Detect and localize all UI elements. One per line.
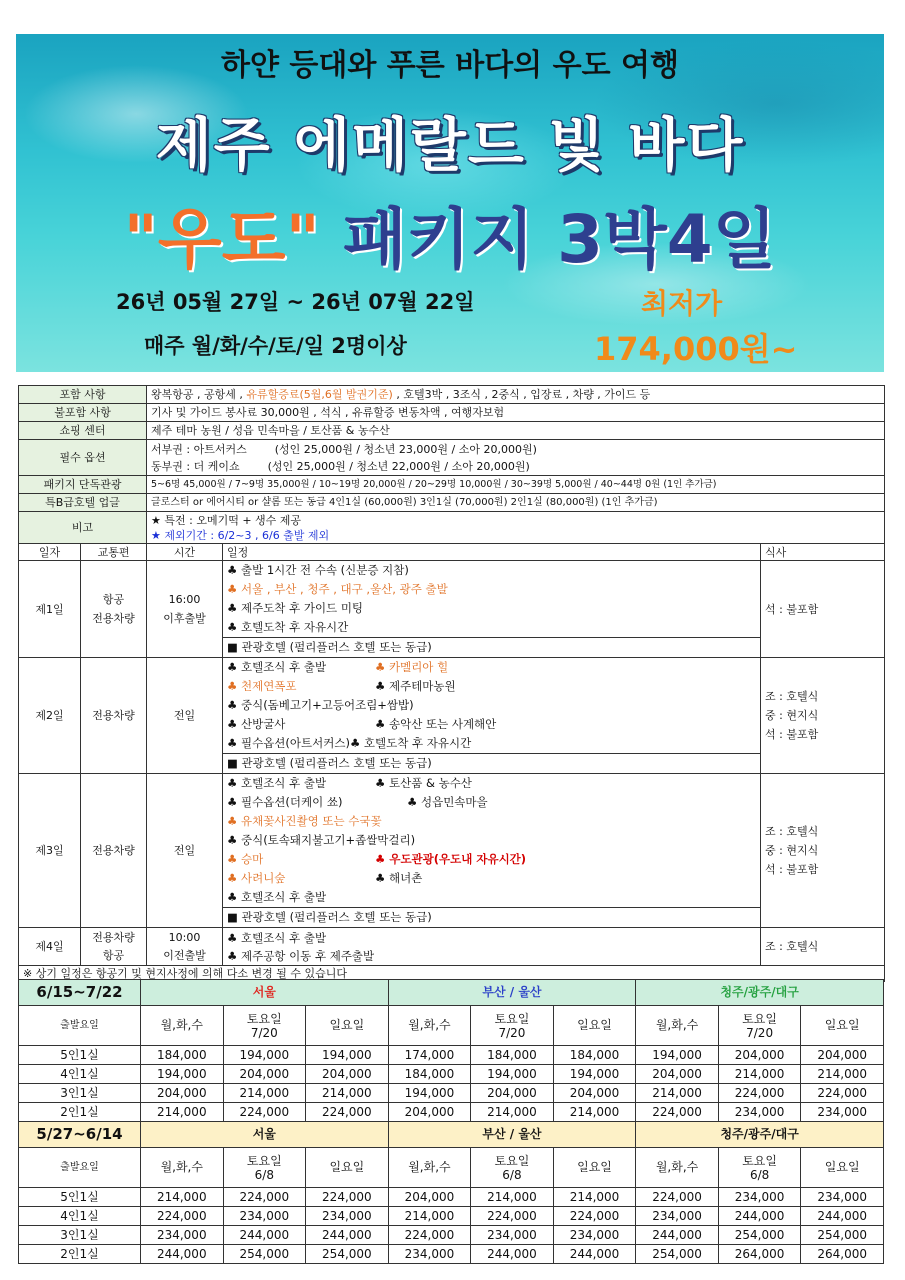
price-cell: 234,000 <box>306 1207 389 1226</box>
exclude-value: 기사 및 가이드 봉사료 30,000원 , 석식 , 유류할증 변동차액 , 여행자보험 <box>147 404 885 422</box>
option-label: 필수 옵션 <box>19 440 147 476</box>
period2-header <box>19 1122 884 1148</box>
price-cell: 184,000 <box>388 1065 471 1084</box>
price-cell: 244,000 <box>306 1226 389 1245</box>
price-row <box>19 1065 884 1084</box>
day1-transport <box>81 561 147 658</box>
period1-days <box>19 1006 884 1046</box>
day-saturday-label: 토요일 <box>742 1153 777 1168</box>
day1-item: ♣ 서울 , 부산 , 청주 , 대구 ,울산, 광주 출발 <box>227 582 448 596</box>
schedule-header <box>19 544 885 561</box>
day4-transport <box>81 928 147 966</box>
room-type: 3인1실 <box>19 1084 141 1103</box>
option-value <box>147 440 885 476</box>
day3-item: ♣ 해녀촌 <box>375 871 423 885</box>
price-cell: 204,000 <box>636 1065 719 1084</box>
price-cell: 234,000 <box>553 1226 636 1245</box>
price-cell: 224,000 <box>471 1207 554 1226</box>
city-cheongju-gwangju-daegu: 청주/광주/대구 <box>636 1122 884 1148</box>
price-cell: 264,000 <box>801 1245 884 1264</box>
day3-hotel: ■ 관광호텔 (펄리플러스 호텔 또는 동급) <box>223 907 760 927</box>
banner-package: 패키지 3박4일 <box>319 201 777 278</box>
city-busan-ulsan: 부산 / 울산 <box>388 1122 636 1148</box>
price-cell: 184,000 <box>553 1046 636 1065</box>
day3-transport: 전용차량 <box>81 774 147 928</box>
day1-hotel: ■ 관광호텔 (펄리플러스 호텔 또는 동급) <box>223 637 760 657</box>
price-cell: 234,000 <box>718 1188 801 1207</box>
day2-time: 전일 <box>147 658 223 774</box>
day3-meal-lunch: 중 : 현지식 <box>765 844 819 857</box>
day3-row <box>19 774 885 928</box>
period1-rows <box>19 1046 884 1122</box>
header-meal: 식사 <box>761 544 885 561</box>
day-saturday-date: 7/20 <box>746 1025 774 1040</box>
price-row <box>19 1226 884 1245</box>
day1-time <box>147 561 223 658</box>
day-weekday: 월,화,수 <box>388 1006 471 1046</box>
day-weekday: 월,화,수 <box>141 1148 224 1188</box>
day2-item: ♣ 호텔도착 후 자유시간 <box>349 736 472 750</box>
day-saturday-label: 토요일 <box>494 1153 530 1168</box>
day-saturday-date: 6/8 <box>502 1167 522 1182</box>
price-cell: 204,000 <box>388 1188 471 1207</box>
price-cell: 244,000 <box>801 1207 884 1226</box>
day-sunday: 일요일 <box>306 1006 389 1046</box>
header-day: 일자 <box>19 544 81 561</box>
note-exclusion: ★ 제외기간 : 6/2~3 , 6/6 출발 제외 <box>151 528 330 542</box>
day2-meal <box>761 658 885 774</box>
day1-row <box>19 561 885 658</box>
day3-item: ♣ 중식(토속돼지불고기+좁쌀막걸리) <box>227 833 416 847</box>
day-weekday: 월,화,수 <box>141 1006 224 1046</box>
price-cell: 224,000 <box>306 1188 389 1207</box>
day2-meal-lunch: 중 : 현지식 <box>765 709 819 722</box>
day1-trans-air: 항공 <box>102 593 125 606</box>
price-cell: 214,000 <box>553 1103 636 1122</box>
day1-item: ♣ 출발 1시간 전 수속 (신분증 지참) <box>227 563 409 577</box>
price-cell: 224,000 <box>223 1188 306 1207</box>
day2-line <box>227 658 756 677</box>
price-cell: 194,000 <box>388 1084 471 1103</box>
day-sunday: 일요일 <box>306 1148 389 1188</box>
room-type: 3인1실 <box>19 1226 141 1245</box>
day-saturday <box>718 1006 801 1046</box>
price-cell: 244,000 <box>223 1226 306 1245</box>
price-row <box>19 1046 884 1065</box>
day-weekday: 월,화,수 <box>636 1148 719 1188</box>
day4-row <box>19 928 885 966</box>
price-cell: 254,000 <box>223 1245 306 1264</box>
day2-meal-breakfast: 조 : 호텔식 <box>765 690 819 703</box>
room-type: 4인1실 <box>19 1065 141 1084</box>
room-type: 4인1실 <box>19 1207 141 1226</box>
day4-itinerary <box>223 928 761 966</box>
note-value <box>147 512 885 544</box>
day-saturday <box>471 1148 554 1188</box>
day3-line <box>227 793 756 812</box>
price-cell: 244,000 <box>471 1245 554 1264</box>
day3-item: ♣ 필수옵션(더케이 쑈) <box>227 795 343 809</box>
day3-item: ♣ 호텔조식 후 출발 <box>227 776 327 790</box>
price-cell: 214,000 <box>388 1207 471 1226</box>
price-cell: 224,000 <box>223 1103 306 1122</box>
day2-item: ♣ 중식(돔베고기+고등어조림+쌈밥) <box>227 698 414 712</box>
price-cell: 224,000 <box>141 1207 224 1226</box>
price-cell: 204,000 <box>223 1065 306 1084</box>
day-saturday-label: 토요일 <box>494 1011 530 1026</box>
period2-days <box>19 1148 884 1188</box>
day2-item: ♣ 송악산 또는 사계해안 <box>375 717 497 731</box>
price-row <box>19 1084 884 1103</box>
banner-udo: "우도" <box>123 201 320 278</box>
day-sunday: 일요일 <box>553 1148 636 1188</box>
day3-label: 제3일 <box>19 774 81 928</box>
price-cell: 224,000 <box>553 1207 636 1226</box>
price-cell: 204,000 <box>553 1084 636 1103</box>
departure-day-label: 출발요일 <box>19 1006 141 1046</box>
exclude-label: 불포함 사항 <box>19 404 147 422</box>
price-cell: 224,000 <box>388 1226 471 1245</box>
day3-meal-dinner: 석 : 불포함 <box>765 863 819 876</box>
price-cell: 214,000 <box>223 1084 306 1103</box>
header-transport: 교통편 <box>81 544 147 561</box>
price-table <box>18 979 884 1264</box>
day2-item: ♣ 천제연폭포 <box>227 679 297 693</box>
price-cell: 254,000 <box>718 1226 801 1245</box>
price-row <box>19 1207 884 1226</box>
day3-meal-breakfast: 조 : 호텔식 <box>765 825 819 838</box>
upgrade-label: 특B급호텔 업글 <box>19 494 147 512</box>
city-seoul: 서울 <box>141 980 389 1006</box>
day1-item: ♣ 호텔도착 후 자유시간 <box>227 620 349 634</box>
price-cell: 224,000 <box>718 1084 801 1103</box>
day2-item: ♣ 산방굴사 <box>227 717 286 731</box>
shop-label: 쇼핑 센터 <box>19 422 147 440</box>
day2-meal-dinner: 석 : 불포함 <box>765 728 819 741</box>
price-cell: 244,000 <box>718 1207 801 1226</box>
price-cell: 214,000 <box>141 1103 224 1122</box>
period1-header <box>19 980 884 1006</box>
day3-itinerary <box>223 774 761 928</box>
price-cell: 234,000 <box>636 1207 719 1226</box>
day-saturday <box>223 1148 306 1188</box>
upgrade-row <box>19 494 885 512</box>
day2-line <box>227 715 756 734</box>
room-type: 2인1실 <box>19 1103 141 1122</box>
price-cell: 174,000 <box>388 1046 471 1065</box>
room-type: 2인1실 <box>19 1245 141 1264</box>
price-cell: 244,000 <box>553 1245 636 1264</box>
day-saturday-label: 토요일 <box>246 1011 282 1026</box>
price-cell: 214,000 <box>718 1065 801 1084</box>
price-cell: 214,000 <box>471 1103 554 1122</box>
day3-item: ♣ 호텔조식 후 출발 <box>227 890 327 904</box>
price-cell: 214,000 <box>636 1084 719 1103</box>
price-cell: 224,000 <box>801 1084 884 1103</box>
day2-row <box>19 658 885 774</box>
day-saturday-date: 6/8 <box>254 1167 274 1182</box>
day4-time-note: 이전출발 <box>163 948 206 962</box>
day3-item: ♣ 성읍민속마을 <box>407 795 488 809</box>
day2-transport: 전용차량 <box>81 658 147 774</box>
price-cell: 224,000 <box>636 1188 719 1207</box>
footnote: ※ 상기 일정은 항공기 및 현지사정에 의해 다소 변경 될 수 있습니다 <box>19 966 885 982</box>
price-cell: 224,000 <box>306 1103 389 1122</box>
day2-item: ♣ 카멜리아 힐 <box>375 660 449 674</box>
note-row <box>19 512 885 544</box>
day-sunday: 일요일 <box>553 1006 636 1046</box>
day2-line <box>227 677 756 696</box>
price-cell: 234,000 <box>718 1103 801 1122</box>
include-label: 포함 사항 <box>19 386 147 404</box>
period2-label: 5/27~6/14 <box>19 1122 141 1148</box>
option-row <box>19 440 885 476</box>
banner-price: 174,000원~ <box>594 330 798 368</box>
day2-line <box>227 734 756 753</box>
day3-line <box>227 774 756 793</box>
price-cell: 254,000 <box>636 1245 719 1264</box>
solo-label: 패키지 단독관광 <box>19 476 147 494</box>
day-saturday-date: 6/8 <box>749 1167 770 1182</box>
include-row <box>19 386 885 404</box>
day1-time-note: 이후출발 <box>163 612 206 625</box>
day2-item: ♣ 필수옵션(아트서커스) <box>227 736 350 750</box>
day2-item: ♣ 호텔조식 후 출발 <box>227 660 327 674</box>
day-saturday <box>223 1006 306 1046</box>
solo-row <box>19 476 885 494</box>
day2-itinerary <box>223 658 761 774</box>
price-cell: 204,000 <box>306 1065 389 1084</box>
city-seoul: 서울 <box>141 1122 389 1148</box>
day4-trans-air: 항공 <box>102 948 125 962</box>
day-weekday: 월,화,수 <box>636 1006 719 1046</box>
day4-label: 제4일 <box>19 928 81 966</box>
shop-value: 제주 테마 농원 / 성읍 민속마을 / 토산품 & 농수산 <box>147 422 885 440</box>
room-type: 5인1실 <box>19 1046 141 1065</box>
price-cell: 254,000 <box>306 1245 389 1264</box>
price-cell: 234,000 <box>141 1226 224 1245</box>
period2-rows <box>19 1188 884 1264</box>
day4-item: ♣ 호텔조식 후 출발 <box>227 930 327 945</box>
day3-meal <box>761 774 885 928</box>
price-cell: 234,000 <box>801 1103 884 1122</box>
banner-subtitle: 하얀 등대와 푸른 바다의 우도 여행 <box>221 48 679 83</box>
price-cell: 204,000 <box>801 1046 884 1065</box>
shop-row <box>19 422 885 440</box>
price-cell: 184,000 <box>141 1046 224 1065</box>
period1-label: 6/15~7/22 <box>19 980 141 1006</box>
day4-trans-bus: 전용차량 <box>92 930 135 944</box>
room-type: 5인1실 <box>19 1188 141 1207</box>
price-row <box>19 1188 884 1207</box>
day-saturday <box>718 1148 801 1188</box>
day4-item: ♣ 제주공항 이동 후 제주출발 <box>227 948 375 963</box>
price-cell: 184,000 <box>471 1046 554 1065</box>
day-saturday-date: 7/20 <box>498 1025 526 1040</box>
banner-dates: 26년 05월 27일 ~ 26년 07월 22일 <box>116 290 475 314</box>
price-row <box>19 1245 884 1264</box>
include-value <box>147 386 885 404</box>
day-saturday-label: 토요일 <box>246 1153 282 1168</box>
price-cell: 194,000 <box>141 1065 224 1084</box>
price-cell: 244,000 <box>636 1226 719 1245</box>
day1-label: 제1일 <box>19 561 81 658</box>
price-cell: 214,000 <box>801 1065 884 1084</box>
price-cell: 214,000 <box>553 1188 636 1207</box>
price-cell: 214,000 <box>471 1188 554 1207</box>
day2-item: ♣ 제주테마농원 <box>375 679 456 693</box>
day3-item: ♣ 승마 <box>227 852 264 866</box>
upgrade-value: 글로스터 or 에어시티 or 샬롬 또는 동급 4인1실 (60,000원) 3인1실 (70,000원) 2인1실 (80,000원) (1인 추가금) <box>147 494 885 512</box>
day2-label: 제2일 <box>19 658 81 774</box>
price-cell: 204,000 <box>141 1084 224 1103</box>
option-west: 서부권 : 아트서커스 (성인 25,000원 / 청소년 23,000원 / 소아 20,000원) <box>151 442 537 456</box>
day3-item: ♣ 우도관광(우도내 자유시간) <box>375 852 527 866</box>
departure-day-label: 출발요일 <box>19 1148 141 1188</box>
price-cell: 214,000 <box>141 1188 224 1207</box>
note-benefit: ★ 특전 : 오메기떡 + 생수 제공 <box>151 513 302 527</box>
day1-itinerary <box>223 561 761 658</box>
header-itinerary: 일정 <box>223 544 761 561</box>
day3-item: ♣ 사려니숲 <box>227 871 286 885</box>
day-weekday: 월,화,수 <box>388 1148 471 1188</box>
option-east: 동부권 : 더 케이쇼 (성인 25,000원 / 청소년 22,000원 / 소아 20,000원) <box>151 459 530 473</box>
include-text-c: , 호텔3박 , 3조식 , 2중식 , 입장료 , 차량 , 가이드 등 <box>392 388 651 401</box>
include-text-a: 왕복항공 , 공항세 , <box>151 388 247 401</box>
price-cell: 224,000 <box>636 1103 719 1122</box>
price-cell: 254,000 <box>801 1226 884 1245</box>
day1-time-hour: 16:00 <box>168 593 201 606</box>
day3-line <box>227 850 756 869</box>
banner <box>16 34 884 372</box>
day2-hotel: ■ 관광호텔 (펄리플러스 호텔 또는 동급) <box>223 753 760 773</box>
day-saturday <box>471 1006 554 1046</box>
day1-trans-bus: 전용차량 <box>92 612 135 625</box>
price-row <box>19 1103 884 1122</box>
solo-value: 5~6명 45,000원 / 7~9명 35,000원 / 10~19명 20,000원 / 20~29명 10,000원 / 30~39명 5,000원 / 40~44명 0원 (1인 추가금) <box>147 476 885 494</box>
price-cell: 244,000 <box>141 1245 224 1264</box>
banner-price-label: 최저가 <box>641 287 723 320</box>
city-cheongju-gwangju-daegu: 청주/광주/대구 <box>636 980 884 1006</box>
price-cell: 264,000 <box>718 1245 801 1264</box>
price-cell: 204,000 <box>718 1046 801 1065</box>
note-label: 비고 <box>19 512 147 544</box>
day3-item: ♣ 토산품 & 농수산 <box>375 776 472 790</box>
day3-item: ♣ 유채꽃사진촬영 또는 수국꽃 <box>227 814 382 828</box>
info-table <box>18 385 885 982</box>
price-cell: 214,000 <box>306 1084 389 1103</box>
day-saturday-date: 7/20 <box>250 1025 278 1040</box>
day4-time <box>147 928 223 966</box>
day-sunday: 일요일 <box>801 1148 884 1188</box>
day4-meal: 조 : 호텔식 <box>761 928 885 966</box>
exclude-row <box>19 404 885 422</box>
price-cell: 194,000 <box>553 1065 636 1084</box>
day4-time-hour: 10:00 <box>168 930 201 944</box>
city-busan-ulsan: 부산 / 울산 <box>388 980 636 1006</box>
include-fuel: 유류할증료(5월,6월 발권기준) <box>246 388 393 401</box>
price-cell: 194,000 <box>636 1046 719 1065</box>
banner-package-title <box>16 186 884 281</box>
price-cell: 234,000 <box>471 1226 554 1245</box>
day-saturday-label: 토요일 <box>742 1011 777 1026</box>
price-cell: 194,000 <box>223 1046 306 1065</box>
price-cell: 204,000 <box>388 1103 471 1122</box>
price-cell: 194,000 <box>306 1046 389 1065</box>
day3-line <box>227 869 756 888</box>
header-time: 시간 <box>147 544 223 561</box>
day1-item: ♣ 제주도착 후 가이드 미팅 <box>227 601 364 615</box>
price-cell: 234,000 <box>388 1245 471 1264</box>
price-cell: 204,000 <box>471 1084 554 1103</box>
price-cell: 234,000 <box>801 1188 884 1207</box>
price-cell: 194,000 <box>471 1065 554 1084</box>
day1-meal: 석 : 불포함 <box>761 561 885 658</box>
banner-title: 제주 에메랄드 빛 바다 <box>155 111 745 179</box>
price-cell: 234,000 <box>223 1207 306 1226</box>
day3-time: 전일 <box>147 774 223 928</box>
banner-days: 매주 월/화/수/토/일 2명이상 <box>144 334 407 358</box>
day-sunday: 일요일 <box>801 1006 884 1046</box>
